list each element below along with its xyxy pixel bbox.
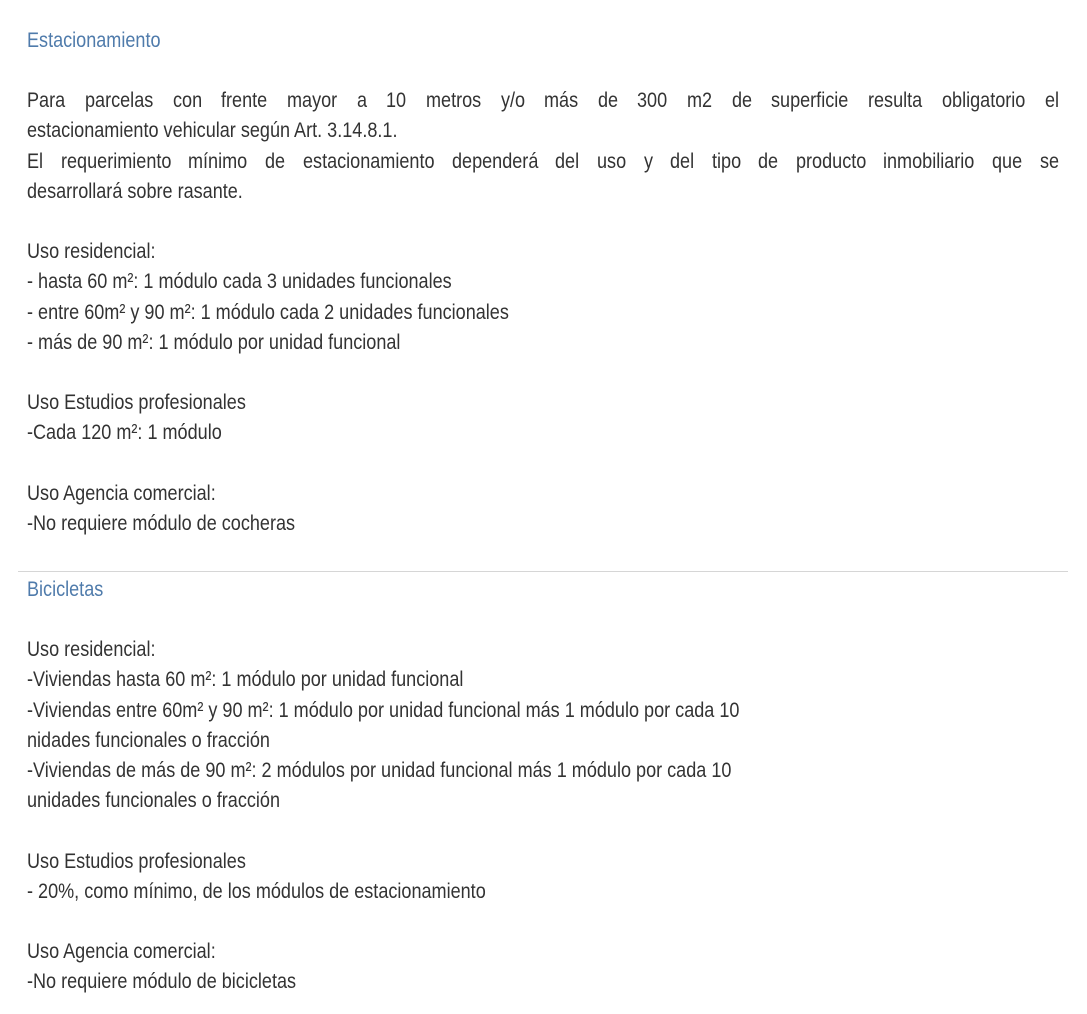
word: m2 [687, 89, 713, 113]
word: mayor [286, 89, 338, 113]
intro-line-3 [27, 147, 1059, 177]
list-item: -Viviendas de más de 90 m²: 2 módulos por unidad funcional más 1 módulo por cada 10 [27, 759, 732, 782]
word: que [992, 149, 1023, 173]
word: producto [795, 149, 866, 173]
word: dependerá [451, 149, 538, 173]
estacionamiento-section [27, 26, 1059, 539]
residencial-heading: Uso residencial: [27, 638, 156, 662]
word: tipo [711, 149, 741, 173]
word: de [758, 149, 779, 173]
word: requerimiento [60, 149, 171, 173]
intro-line-2: estacionamiento vehicular según Art. 3.14.8.1. [27, 119, 398, 143]
word: se [1039, 149, 1059, 173]
list-item: -Viviendas entre 60m² y 90 m²: 1 módulo por unidad funcional más 1 módulo por cada 10 [27, 698, 740, 722]
list-item: -Cada 120 m²: 1 módulo [27, 421, 222, 445]
word: resulta [868, 89, 923, 113]
list-item: unidades funcionales o fracción [27, 789, 281, 813]
word: 10 [386, 89, 407, 113]
list-item: -Viviendas hasta 60 m²: 1 módulo por unidad funcional [27, 668, 464, 692]
list-item: -No requiere módulo de bicicletas [27, 970, 297, 994]
list-item: - 20%, como mínimo, de los módulos de estacionamiento [27, 879, 486, 903]
section-title-bicicletas: Bicicletas [27, 578, 104, 601]
estudios-heading: Uso Estudios profesionales [27, 849, 246, 873]
word: del [669, 149, 695, 173]
list-item: -No requiere módulo de cocheras [27, 511, 296, 535]
word: obligatorio [942, 89, 1026, 113]
word: 300 [637, 89, 668, 113]
word: de [265, 149, 286, 173]
word: a [356, 89, 367, 113]
word: con [172, 89, 202, 113]
word: más [544, 89, 579, 113]
residencial-heading: Uso residencial: [27, 240, 156, 264]
word: de [597, 89, 618, 113]
list-item: nidades funcionales o fracción [27, 728, 270, 752]
word: Para [27, 89, 66, 113]
agencia-heading: Uso Agencia comercial: [27, 481, 216, 505]
word: superficie [771, 89, 849, 113]
word: uso [596, 149, 627, 173]
bicicletas-section [27, 575, 1059, 998]
word: el [1044, 89, 1059, 113]
word: y/o [500, 89, 525, 113]
agencia-heading: Uso Agencia comercial: [27, 940, 216, 964]
word: inmobiliario [883, 149, 975, 173]
word: de [731, 89, 752, 113]
word: metros [425, 89, 482, 113]
word: frente [221, 89, 268, 113]
word: estacionamiento [302, 149, 435, 173]
list-item: - hasta 60 m²: 1 módulo cada 3 unidades funcionales [27, 270, 452, 294]
word: y [643, 149, 653, 173]
estudios-heading: Uso Estudios profesionales [27, 391, 246, 415]
intro-line-4: desarrollará sobre rasante. [27, 179, 243, 203]
list-item: - más de 90 m²: 1 módulo por unidad funcional [27, 330, 401, 354]
word: El [27, 149, 44, 173]
section-title-estacionamiento: Estacionamiento [27, 29, 161, 52]
section-divider [18, 571, 1068, 572]
word: parcelas [84, 89, 153, 113]
word: mínimo [188, 149, 248, 173]
list-item: - entre 60m² y 90 m²: 1 módulo cada 2 unidades funcionales [27, 300, 509, 324]
word: del [555, 149, 580, 173]
intro-line-1 [27, 86, 1059, 116]
